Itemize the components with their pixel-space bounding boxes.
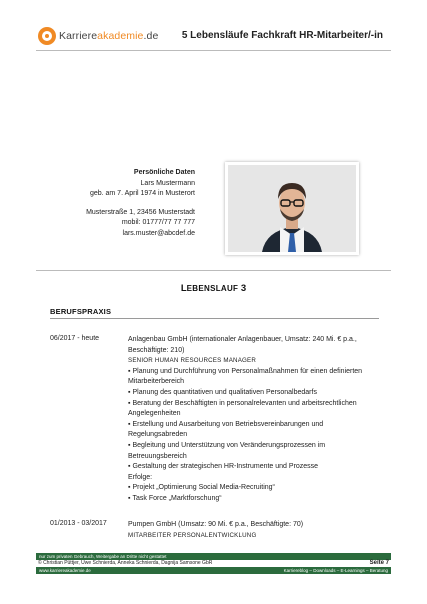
page-number: Seite 7 <box>369 560 389 566</box>
entry-success-list <box>128 483 384 504</box>
entry-body <box>128 335 384 505</box>
section-divider <box>36 270 391 271</box>
entry-body <box>128 520 384 541</box>
entry-task-list <box>128 367 384 473</box>
profile-photo <box>228 165 356 252</box>
profile-photo-frame <box>225 162 359 255</box>
document-title: 5 Lebensläufe Fachkraft HR-Mitarbeiter/-in <box>181 30 383 41</box>
personal-data-label: Persönliche Daten <box>133 169 195 176</box>
task-item: ▪ Gestaltung der strategischen HR-Instrumente und Prozesse <box>128 462 384 473</box>
footer-notice: nur zum privaten Gebrauch, Weitergabe an Dritte nicht gestattet <box>36 553 391 560</box>
footer-website-link[interactable]: www.karriereakademie.de <box>39 568 91 573</box>
street-address: Musterstraße 1, 23456 Musterstadt <box>86 208 195 216</box>
entry-date: 01/2013 - 03/2017 <box>50 520 107 527</box>
email-address: lars.muster@abcdef.de <box>122 229 195 237</box>
success-label: Erfolge: <box>128 473 153 481</box>
logo-text: Karriereakademie.de <box>59 30 159 42</box>
task-item: ▪ Planung und Durchführung von Personalmaßnahmen für einen definierten Mitarbeiterbereich <box>128 367 384 388</box>
mobile-number: mobil: 01777/77 77 777 <box>121 219 195 227</box>
logo-emblem-icon <box>38 27 56 45</box>
footer-copyright: © Christian Püttjer, Uwe Schnierda, Anneka Schnierda, Dagnija Samsone GbR <box>38 560 213 566</box>
footer-tagline: Karriereblog – Downloads – E-Learnings – Beratung <box>283 568 388 573</box>
header-divider <box>36 50 391 51</box>
success-item: ▪ Task Force „Marktforschung“ <box>128 494 384 505</box>
footer-bar <box>36 567 391 574</box>
entry-role: SENIOR HUMAN RESOURCES MANAGER <box>128 357 257 365</box>
page-header <box>0 0 427 52</box>
entry-company: Anlagenbau GmbH (internationaler Anlagenbauer, Umsatz: 240 Mi. € p.a., Beschäftigte: 210) <box>128 336 357 354</box>
section-title-berufspraxis: BERUFSPRAXIS <box>50 307 112 316</box>
task-item: ▪ Begleitung und Unterstützung von Veränderungsprozessen im Betreuungsbereich <box>128 441 384 462</box>
cv-heading: LEBENSLAUF 3 <box>180 283 247 294</box>
birth-info: geb. am 7. April 1974 in Musterort <box>89 190 195 198</box>
personal-data-block <box>86 168 195 240</box>
task-item: ▪ Planung des quantitativen und qualitativen Personalbedarfs <box>128 388 384 399</box>
task-item: ▪ Erstellung und Ausarbeitung von Betriebsvereinbarungen und Regelungsabreden <box>128 420 384 441</box>
task-item: ▪ Beratung der Beschäftigten in personalrelevanten und arbeitsrechtlichen Angelegenheiten <box>128 399 384 420</box>
entry-company: Pumpen GmbH (Umsatz: 90 Mi. € p.a., Beschäftigte: 70) <box>128 521 304 528</box>
karriereakademie-logo[interactable] <box>38 27 158 45</box>
section-title-underline <box>50 318 379 319</box>
entry-date: 06/2017 - heute <box>50 335 100 342</box>
entry-role: MITARBEITER PERSONALENTWICKLUNG <box>128 531 257 539</box>
page-footer <box>36 553 391 581</box>
footer-row <box>36 560 391 567</box>
success-item: ▪ Projekt „Optimierung Social Media-Recruiting“ <box>128 483 384 494</box>
person-name: Lars Mustermann <box>140 179 195 187</box>
